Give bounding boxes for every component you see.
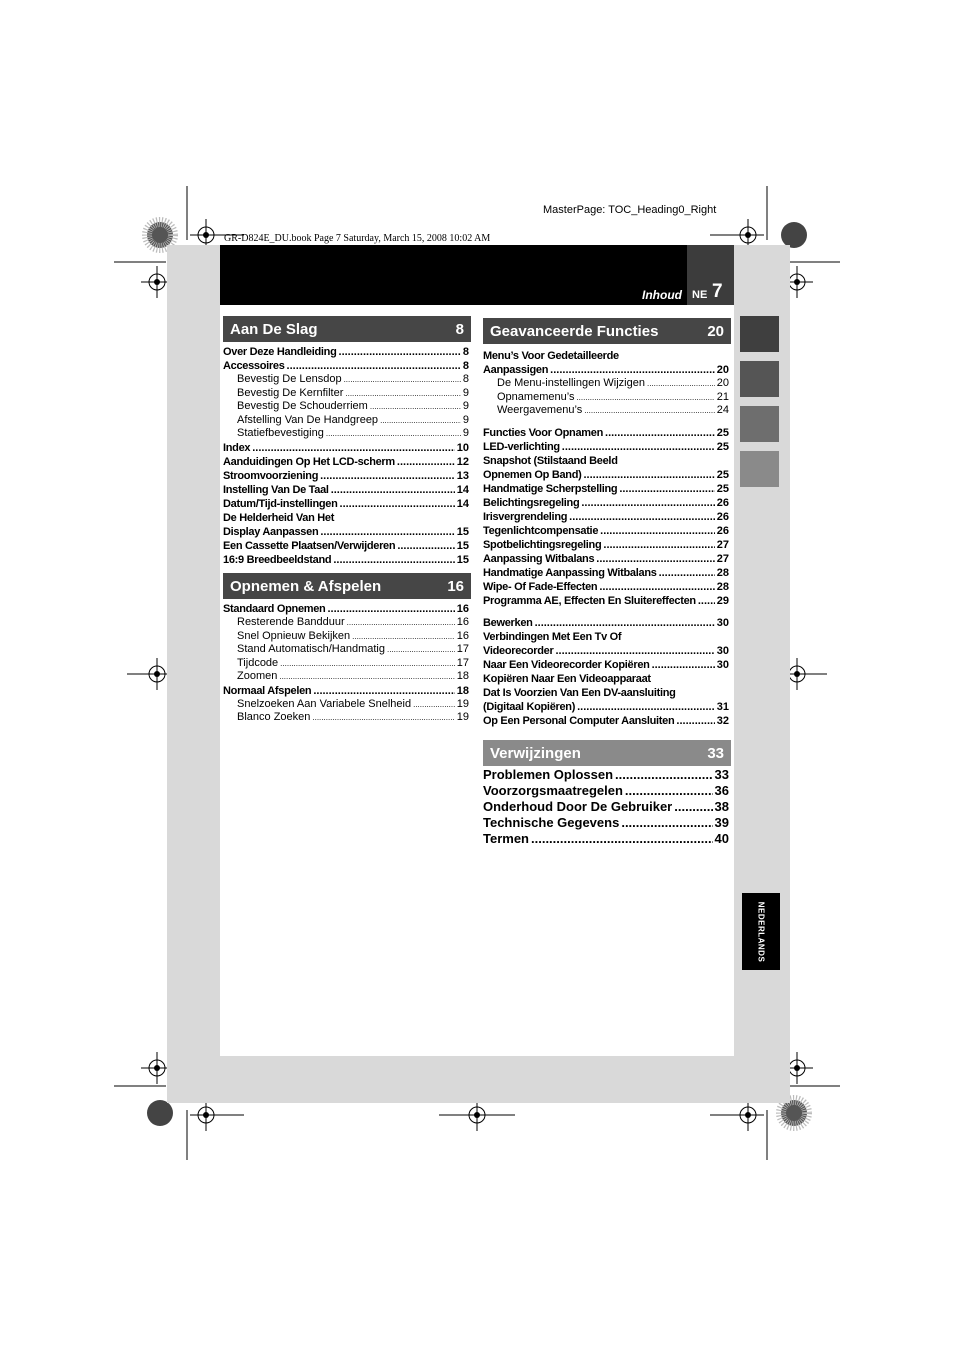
toc-leader-dots (605, 426, 715, 440)
toc-entry-page: 30 (716, 658, 729, 671)
toc-leader-dots (600, 524, 715, 538)
toc-leader-dots (313, 684, 454, 698)
toc-leader-dots (320, 525, 454, 539)
toc-entry[interactable] (483, 686, 729, 700)
toc-entry[interactable] (223, 602, 469, 616)
toc-leader-dots (327, 602, 454, 616)
toc-spacer (483, 608, 729, 616)
toc-entry[interactable] (483, 616, 729, 630)
toc-entry-page: 26 (716, 510, 729, 523)
toc-entry[interactable] (483, 783, 729, 799)
toc-entry-title: Videorecorder (483, 644, 554, 657)
toc-leader-dots (333, 553, 454, 567)
toc-entry-title: Wipe- Of Fade-Effecten (483, 580, 598, 593)
toc-entry-page: 16 (456, 603, 469, 615)
toc-leader-dots (312, 711, 454, 725)
toc-entry-page: 38 (714, 799, 729, 814)
toc-entry-page: 15 (456, 539, 469, 552)
toc-entry-page: 16 (456, 629, 469, 642)
toc-entry-page: 10 (456, 441, 469, 454)
toc-entry[interactable] (223, 539, 469, 553)
toc-entry-title: Op Een Personal Computer Aansluiten (483, 714, 675, 727)
toc-entry[interactable] (223, 441, 469, 455)
toc-entry-page: 40 (714, 831, 729, 846)
toc-leader-dots (279, 670, 454, 684)
toc-entry-page: 17 (456, 643, 469, 655)
toc-entry[interactable] (483, 552, 729, 566)
toc-entry[interactable] (223, 427, 469, 441)
toc-entry-page: 26 (716, 524, 729, 537)
toc-leader-dots (576, 391, 714, 405)
toc-entry-title: Spotbelichtingsregeling (483, 538, 602, 551)
toc-entry-page: 9 (462, 413, 469, 426)
toc-entry-title: Handmatige Scherpstelling (483, 482, 618, 495)
toc-leader-dots (625, 783, 713, 799)
thumb-tab-2 (740, 361, 779, 397)
toc-entry-title: Instelling Van De Taal (223, 483, 329, 496)
toc-entry[interactable] (483, 658, 729, 672)
toc-leader-dots (556, 644, 715, 658)
toc-entry-title: Naar Een Videorecorder Kopiëren (483, 658, 650, 671)
toc-entry[interactable] (223, 359, 469, 373)
section-title-text: Opnemen & Afspelen (230, 577, 382, 595)
section-page: 33 (707, 744, 724, 762)
toc-entry[interactable] (483, 426, 729, 440)
section-title-text: Geavanceerde Functies (490, 322, 659, 340)
toc-entry[interactable] (223, 373, 469, 387)
toc-entry-page: 15 (456, 553, 469, 566)
toc-leader-dots (370, 400, 461, 414)
toc-entry-title: De Helderheid Van Het (223, 511, 335, 524)
toc-entry-page: 17 (456, 656, 469, 669)
page-number: 7 (712, 281, 723, 302)
toc-entry[interactable] (483, 454, 729, 468)
toc-entry-title: Display Aanpassen (223, 525, 319, 538)
section-page: 20 (707, 322, 724, 340)
toc-leader-dots (550, 363, 715, 377)
toc-entry[interactable] (483, 496, 729, 510)
toc-list-opnemen (223, 602, 469, 725)
toc-entry-title: Stand Automatisch/Handmatig (237, 643, 385, 655)
toc-entry-title: Onderhoud Door De Gebruiker (483, 799, 673, 814)
toc-entry-title: De Menu-instellingen Wijzigen (497, 377, 645, 389)
toc-leader-dots (698, 594, 715, 608)
toc-leader-dots (615, 767, 712, 783)
toc-entry-title: Opnemen Op Band) (483, 468, 582, 481)
toc-list-verwijzingen (483, 767, 729, 847)
toc-leader-dots (413, 698, 455, 712)
toc-spacer (483, 418, 729, 426)
toc-leader-dots (347, 616, 455, 630)
toc-entry-page: 15 (456, 525, 469, 538)
toc-entry-page: 30 (716, 644, 729, 657)
toc-entry[interactable] (223, 455, 469, 469)
toc-entry[interactable] (483, 440, 729, 454)
toc-entry-title: Weergavemenu’s (497, 404, 583, 416)
toc-entry-title: Resterende Bandduur (237, 616, 345, 628)
toc-entry-page: 36 (714, 783, 729, 798)
toc-entry-title: Tegenlichtcompensatie (483, 524, 599, 537)
toc-entry-title: Bevestig De Lensdop (237, 373, 342, 385)
toc-entry-title: Opnamemenu’s (497, 390, 575, 403)
toc-entry-page: 33 (714, 767, 729, 782)
toc-leader-dots (340, 497, 455, 511)
toc-leader-dots (674, 799, 712, 815)
toc-entry-title: Afstelling Van De Handgreep (237, 413, 379, 426)
toc-entry[interactable] (223, 469, 469, 483)
toc-leader-dots (344, 373, 461, 387)
toc-entry[interactable] (483, 700, 729, 714)
toc-leader-dots (596, 552, 714, 566)
toc-entry-title: Verbindingen Met Een Tv Of (483, 630, 622, 643)
toc-entry-title: Programma AE, Effecten En Sluitereffecten (483, 594, 696, 607)
toc-leader-dots (331, 483, 455, 497)
section-page: 8 (455, 320, 464, 338)
toc-entry-page: 20 (716, 364, 729, 376)
toc-entry-page: 14 (456, 483, 469, 496)
toc-leader-dots (280, 657, 455, 671)
toc-entry-page: 18 (456, 670, 469, 682)
section-header-opnemen (223, 573, 471, 599)
section-title-text: Verwijzingen (490, 744, 581, 762)
toc-entry-page: 20 (716, 377, 729, 389)
toc-leader-dots (621, 815, 712, 831)
toc-entry-title: (Digitaal Kopiëren) (483, 700, 576, 713)
toc-entry-page: 14 (456, 497, 469, 510)
toc-entry[interactable] (223, 511, 469, 525)
toc-entry-title: Bevestig De Kernfilter (237, 386, 344, 399)
toc-entry[interactable] (483, 799, 729, 815)
toc-entry-page: 12 (456, 455, 469, 468)
thumb-tab-3 (740, 406, 779, 442)
toc-entry-title: Functies Voor Opnamen (483, 426, 604, 439)
toc-entry[interactable] (483, 482, 729, 496)
toc-entry[interactable] (483, 391, 729, 405)
toc-entry-title: Blanco Zoeken (237, 711, 311, 723)
toc-entry-page: 9 (462, 427, 469, 439)
toc-entry-page: 8 (462, 346, 469, 358)
toc-leader-dots (569, 510, 715, 524)
toc-leader-dots (619, 482, 714, 496)
toc-entry[interactable] (223, 400, 469, 414)
thumb-tab-4 (740, 451, 779, 487)
toc-entry-page: 27 (716, 552, 729, 565)
toc-list-geavanceerd (483, 349, 729, 728)
toc-leader-dots (584, 404, 715, 418)
toc-entry-title: Aanpassigen (483, 364, 549, 376)
toc-entry-page: 13 (456, 469, 469, 482)
toc-entry-title: Snel Opnieuw Bekijken (237, 629, 351, 642)
toc-entry[interactable] (483, 767, 729, 783)
toc-entry[interactable] (483, 580, 729, 594)
toc-leader-dots (352, 630, 455, 644)
toc-entry-page: 28 (716, 580, 729, 593)
toc-leader-dots (603, 538, 714, 552)
toc-entry-title: Tijdcode (237, 656, 279, 669)
toc-entry[interactable] (223, 630, 469, 644)
section-header-aan-de-slag (223, 316, 471, 342)
toc-leader-dots (599, 580, 714, 594)
toc-entry-title: LED-verlichting (483, 440, 560, 453)
toc-entry[interactable] (483, 510, 729, 524)
toc-entry-title: Normaal Afspelen (223, 684, 312, 697)
toc-entry[interactable] (483, 831, 729, 847)
toc-entry-title: Aanduidingen Op Het LCD-scherm (223, 455, 395, 468)
toc-entry-title: 16:9 Breedbeeldstand (223, 553, 332, 566)
toc-entry[interactable] (223, 657, 469, 671)
toc-leader-dots (583, 468, 714, 482)
toc-entry[interactable] (223, 553, 469, 567)
toc-leader-dots (531, 831, 713, 847)
toc-leader-dots (581, 496, 714, 510)
toc-entry[interactable] (483, 524, 729, 538)
toc-entry-title: Problemen Oplossen (483, 767, 614, 782)
toc-entry-title: Stroomvoorziening (223, 469, 319, 482)
toc-entry-title: Snapshot (Stilstaand Beeld (483, 454, 618, 467)
toc-entry-page: 19 (456, 711, 469, 723)
toc-entry[interactable] (483, 349, 729, 363)
toc-entry-title: Aanpassing Witbalans (483, 552, 595, 565)
toc-entry-page: 30 (716, 616, 729, 629)
toc-entry-title: Zoomen (237, 670, 278, 682)
toc-leader-dots (252, 441, 455, 455)
toc-entry-page: 9 (462, 400, 469, 412)
toc-entry[interactable] (483, 630, 729, 644)
toc-entry-page: 21 (716, 390, 729, 403)
toc-entry-title: Over Deze Handleiding (223, 346, 337, 358)
toc-entry[interactable] (223, 387, 469, 401)
toc-entry-page: 19 (456, 697, 469, 710)
toc-entry-title: Statiefbevestiging (237, 427, 324, 439)
toc-entry[interactable] (483, 538, 729, 552)
toc-entry[interactable] (483, 377, 729, 391)
toc-entry-title: Standaard Opnemen (223, 603, 326, 615)
toc-leader-dots (320, 469, 455, 483)
toc-entry-title: Bevestig De Schouderriem (237, 400, 368, 412)
toc-entry-title: Accessoires (223, 360, 285, 372)
toc-entry-page: 8 (462, 360, 469, 372)
toc-entry[interactable] (223, 414, 469, 428)
section-page: 16 (447, 577, 464, 595)
toc-leader-dots (287, 359, 461, 373)
toc-entry-page: 25 (716, 468, 729, 481)
toc-entry-page: 18 (456, 684, 469, 697)
toc-entry-title: Irisvergrendeling (483, 510, 568, 523)
toc-leader-dots (647, 377, 715, 391)
toc-entry-title: Kopiëren Naar Een Videoapparaat (483, 672, 651, 685)
toc-entry-title: Index (223, 441, 251, 454)
toc-entry-page: 28 (716, 566, 729, 579)
section-title: Inhoud (642, 288, 682, 302)
toc-entry-title: Menu’s Voor Gedetailleerde (483, 350, 619, 362)
language-tab-label: NEDERLANDS (756, 901, 766, 962)
toc-entry-page: 29 (716, 594, 729, 607)
toc-entry-page: 8 (462, 373, 469, 385)
toc-leader-dots (652, 658, 715, 672)
toc-entry[interactable] (223, 345, 469, 359)
toc-entry-title: Snelzoeken Aan Variabele Snelheid (237, 697, 412, 710)
toc-leader-dots (676, 714, 714, 728)
section-header-verwijzingen (483, 740, 731, 766)
toc-entry-page: 31 (716, 700, 729, 713)
toc-leader-dots (326, 427, 461, 441)
section-title-text: Aan De Slag (230, 320, 318, 338)
toc-entry[interactable] (223, 497, 469, 511)
toc-entry[interactable] (223, 698, 469, 712)
toc-leader-dots (562, 440, 715, 454)
book-info-line: GR-D824E_DU.book Page 7 Saturday, March 15, 2008 10:02 AM (224, 233, 491, 244)
language-tab (742, 893, 780, 970)
toc-leader-dots (345, 387, 460, 401)
toc-entry-title: Belichtingsregeling (483, 496, 580, 509)
toc-entry[interactable] (223, 483, 469, 497)
toc-entry-title: Datum/Tijd-instellingen (223, 497, 338, 510)
toc-leader-dots (659, 566, 715, 580)
toc-entry[interactable] (483, 815, 729, 831)
toc-entry[interactable] (223, 643, 469, 657)
toc-entry-title: Handmatige Aanpassing Witbalans (483, 566, 657, 579)
toc-entry-page: 16 (456, 616, 469, 628)
toc-entry-page: 9 (462, 386, 469, 399)
toc-entry[interactable] (483, 714, 729, 728)
toc-leader-dots (380, 414, 461, 428)
toc-entry-title: Bewerken (483, 616, 533, 629)
toc-entry-page: 25 (716, 482, 729, 495)
toc-entry[interactable] (483, 672, 729, 686)
toc-entry-title: Termen (483, 831, 529, 846)
toc-entry[interactable] (483, 363, 729, 377)
toc-entry[interactable] (483, 644, 729, 658)
toc-entry-title: Een Cassette Plaatsen/Verwijderen (223, 539, 396, 552)
toc-entry-title: Technische Gegevens (483, 815, 620, 830)
section-header-geavanceerd (483, 318, 731, 344)
toc-list-aan-de-slag (223, 345, 469, 567)
toc-entry-page: 24 (716, 404, 729, 416)
toc-entry[interactable] (223, 711, 469, 725)
toc-entry[interactable] (483, 468, 729, 482)
toc-entry-page: 32 (716, 714, 729, 727)
toc-entry[interactable] (483, 566, 729, 580)
toc-leader-dots (339, 345, 461, 359)
toc-entry-title: Voorzorgsmaatregelen (483, 783, 623, 798)
toc-entry-page: 25 (716, 440, 729, 453)
toc-leader-dots (387, 643, 455, 657)
toc-entry-page: 26 (716, 496, 729, 509)
toc-leader-dots (397, 539, 454, 553)
language-code: NE (692, 289, 708, 301)
toc-entry[interactable] (483, 404, 729, 418)
toc-entry-page: 25 (716, 426, 729, 439)
toc-leader-dots (397, 455, 455, 469)
toc-entry[interactable] (483, 594, 729, 608)
thumb-tab-1 (740, 316, 779, 352)
toc-entry-page: 27 (716, 538, 729, 551)
toc-entry[interactable] (223, 525, 469, 539)
masterpage-label: MasterPage: TOC_Heading0_Right (543, 204, 717, 216)
toc-entry[interactable] (223, 616, 469, 630)
toc-entry-title: Dat Is Voorzien Van Een DV-aansluiting (483, 686, 676, 699)
toc-entry[interactable] (223, 670, 469, 684)
toc-leader-dots (577, 700, 715, 714)
toc-leader-dots (535, 616, 715, 630)
toc-entry[interactable] (223, 684, 469, 698)
toc-entry-page: 39 (714, 815, 729, 830)
